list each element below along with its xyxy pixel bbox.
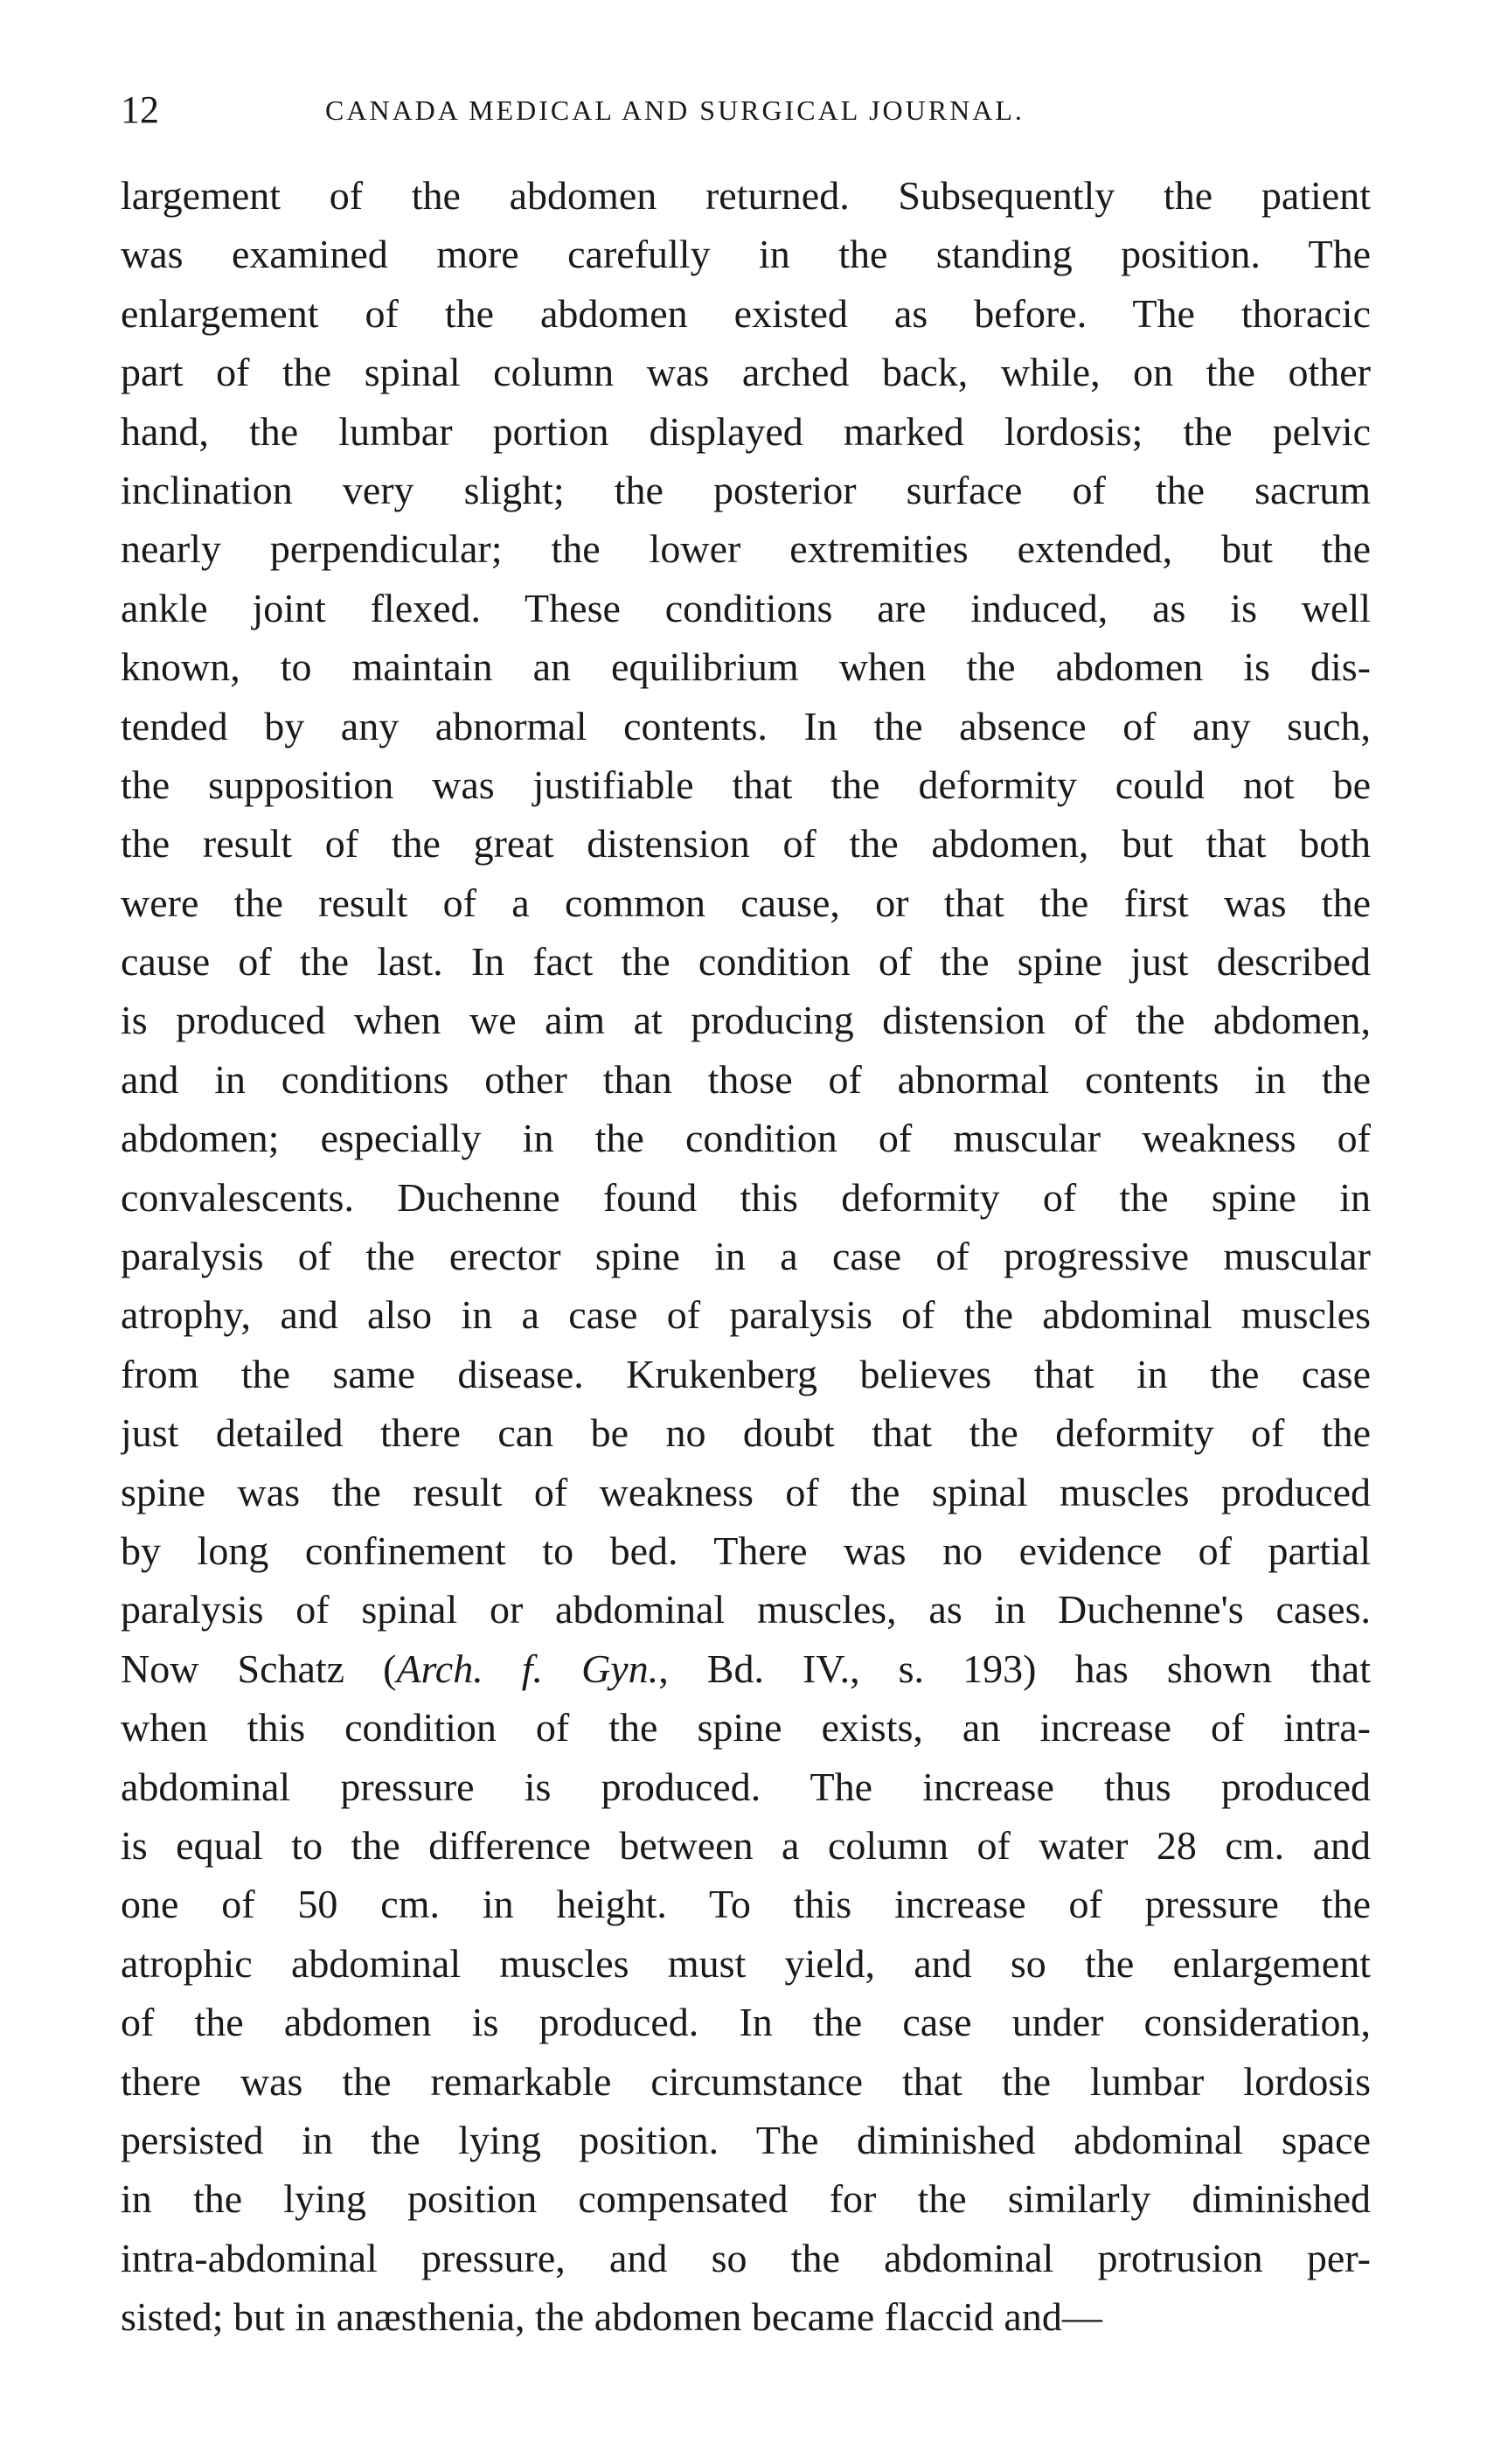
text-line-schatz-citation	[121, 1639, 1371, 1698]
text-line: one of 50 cm. in height. To this increase of pressure the	[121, 1882, 1371, 1927]
text-line: cause of the last. In fact the condition of the spine just described	[121, 939, 1371, 985]
text-line: paralysis of spinal or abdominal muscles, as in Duchenne's cases.	[121, 1587, 1371, 1632]
text-line: of the abdomen is produced. In the case under consideration,	[121, 2000, 1371, 2045]
text-line: atrophy, and also in a case of paralysis of the abdominal muscles	[121, 1292, 1371, 1338]
text-line: enlargement of the abdomen existed as before. The thoracic	[121, 290, 1371, 336]
text-line: by long confinement to bed. There was no evidence of partial	[121, 1528, 1371, 1573]
text-line: hand, the lumbar portion displayed marked lordosis; the pelvic	[121, 408, 1371, 454]
text-line: was examined more carefully in the standing position. The	[121, 232, 1371, 277]
text-line: part of the spinal column was arched back, while, on the other	[121, 350, 1371, 395]
journal-citation: Arch. f. Gyn.	[396, 1646, 659, 1691]
text-line: just detailed there can be no doubt that the deformity of the	[121, 1410, 1371, 1456]
text-line: in the lying position compensated for the similarly diminished	[121, 2176, 1371, 2222]
text-line: the result of the great distension of the abdomen, but that both	[121, 821, 1371, 867]
running-head: CANADA MEDICAL AND SURGICAL JOURNAL.	[325, 94, 1025, 126]
text-line: when this condition of the spine exists, an increase of intra-	[121, 1705, 1371, 1751]
text-line: atrophic abdominal muscles must yield, and so the enlargement	[121, 1940, 1371, 1986]
text-line: nearly perpendicular; the lower extremities extended, but the	[121, 526, 1371, 572]
text-line: largement of the abdomen returned. Subsequently the patient	[121, 173, 1371, 218]
text-line: were the result of a common cause, or that the first was the	[121, 880, 1371, 925]
text-line: inclination very slight; the posterior surface of the sacrum	[121, 467, 1371, 512]
text-line: known, to maintain an equilibrium when the abdomen is dis-	[121, 644, 1371, 690]
text-line: paralysis of the erector spine in a case of progressive muscular	[121, 1234, 1371, 1279]
text-line: intra-abdominal pressure, and so the abdominal protrusion per-	[121, 2235, 1371, 2280]
text-line: persisted in the lying position. The diminished abdominal space	[121, 2117, 1371, 2162]
body-text	[121, 166, 1371, 2346]
schatz-text-after: , Bd. IV., s. 193) has shown that	[658, 1646, 1371, 1691]
text-line: is equal to the difference between a column of water 28 cm. and	[121, 1822, 1371, 1868]
text-line: ankle joint flexed. These conditions are induced, as is well	[121, 585, 1371, 630]
schatz-text-before: Now Schatz (	[121, 1646, 397, 1691]
text-line: abdomen; especially in the condition of muscular weakness of	[121, 1116, 1371, 1161]
text-line: is produced when we aim at producing distension of the abdomen,	[121, 998, 1371, 1043]
text-line: there was the remarkable circumstance that the lumbar lordosis	[121, 2058, 1371, 2104]
page-header	[121, 84, 1371, 136]
text-line: abdominal pressure is produced. The increase thus produced	[121, 1764, 1371, 1809]
text-line: convalescents. Duchenne found this deformity of the spine in	[121, 1174, 1371, 1220]
text-line: the supposition was justifiable that the deformity could not be	[121, 762, 1371, 807]
text-line: tended by any abnormal contents. In the absence of any such,	[121, 703, 1371, 748]
text-line-last: sisted; but in anæsthenia, the abdomen became flaccid and—	[121, 2294, 1102, 2340]
text-line: spine was the result of weakness of the spinal muscles produced	[121, 1469, 1371, 1514]
text-line: from the same disease. Krukenberg believes that in the case	[121, 1351, 1371, 1396]
page-number: 12	[121, 88, 159, 131]
text-line: and in conditions other than those of abnormal contents in the	[121, 1056, 1371, 1102]
